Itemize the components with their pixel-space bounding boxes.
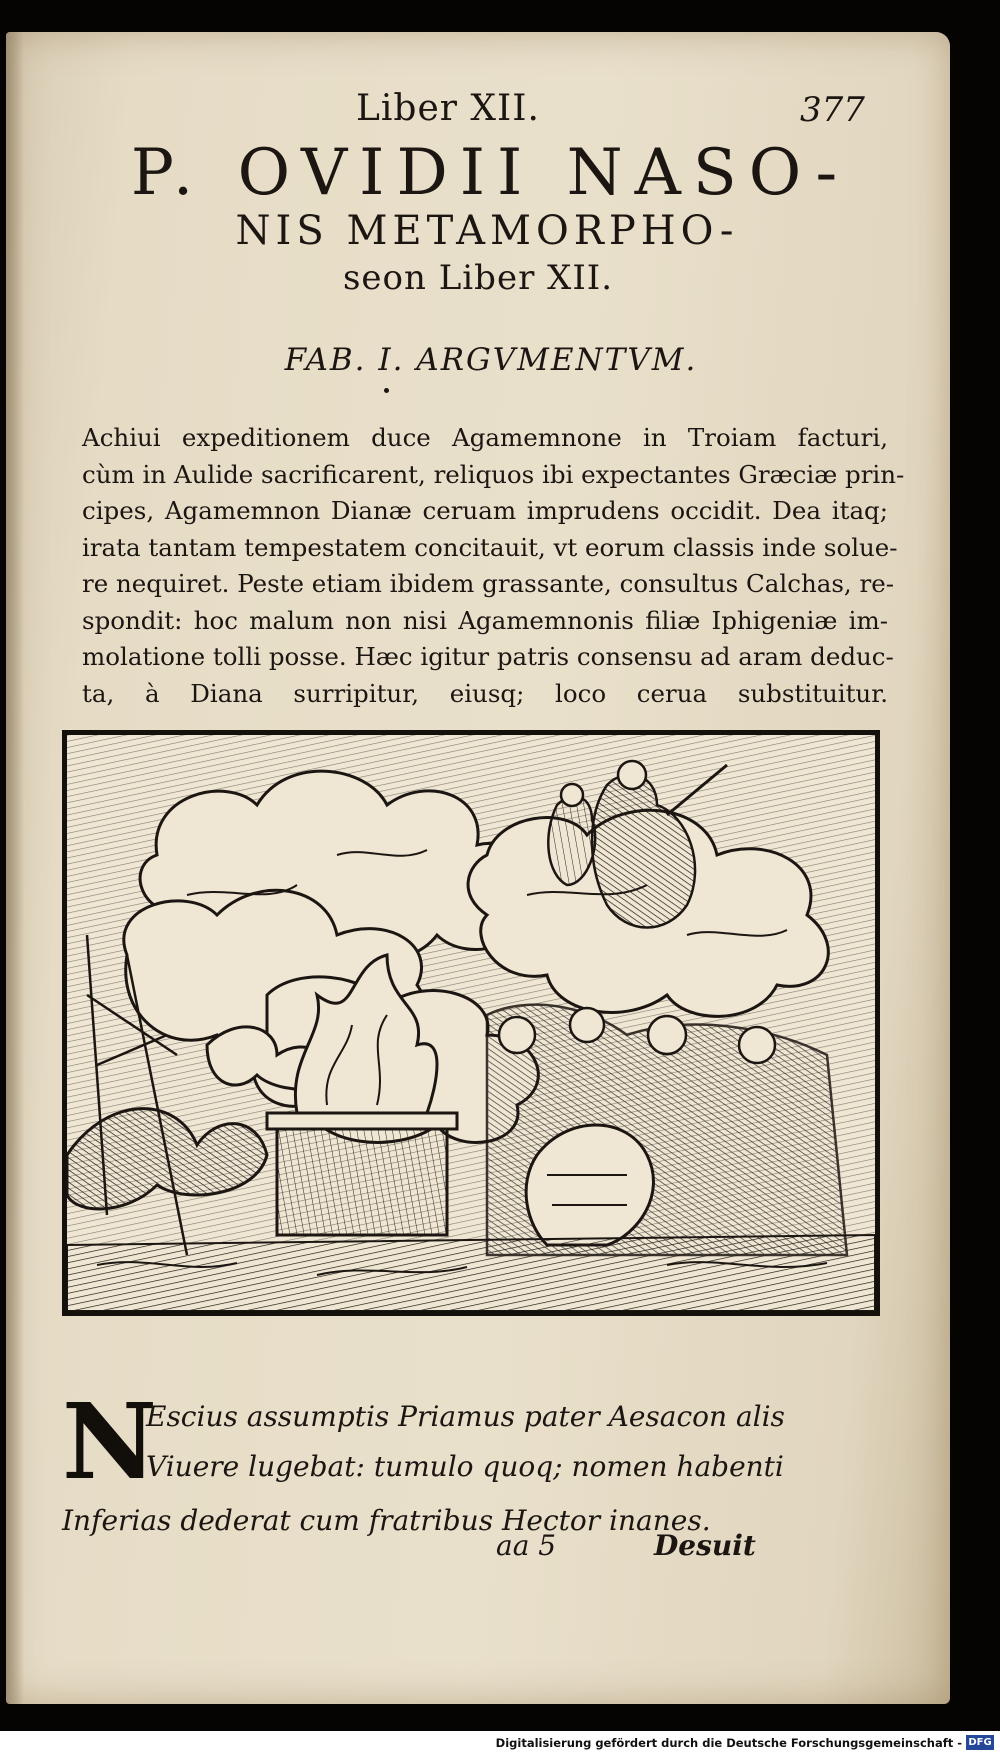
argument-line: irata tantam tempestatem concitauit, vt eorum classis inde solue- xyxy=(82,532,898,562)
verse-line: Escius assumptis Priamus pater Aesacon alis xyxy=(146,1400,785,1433)
argument-line: cùm in Aulide sacrificarent, reliquos ibi expectantes Græciæ prin- xyxy=(82,459,905,489)
title-line-2: NIS METAMORPHO- xyxy=(235,208,739,254)
woodcut-illustration xyxy=(62,730,880,1316)
argument-line: molatione tolli posse. Hæc igitur patris consensu ad aram deduc- xyxy=(82,642,894,671)
catchword: Desuit xyxy=(654,1529,756,1562)
book-page xyxy=(6,32,950,1704)
signature-mark: aa 5 xyxy=(496,1529,557,1562)
argument-line: cipes, Agamemnon Dianæ ceruam imprudens occidit. Dea itaq; xyxy=(82,496,888,525)
title-line-3: seon Liber XII. xyxy=(342,258,614,298)
dfg-logo-icon: DFG xyxy=(966,1735,994,1750)
woodcut-image xyxy=(67,735,875,1311)
footer-credit: Digitalisierung gefördert durch die Deutsche Forschungsgemeinschaft - xyxy=(495,1736,962,1750)
argument-paragraph xyxy=(82,420,905,712)
ornament-dot xyxy=(384,388,389,393)
drop-cap: N xyxy=(62,1380,158,1503)
page-number: 377 xyxy=(800,90,865,130)
running-head: Liber XII. xyxy=(356,88,540,129)
argument-line: spondit: hoc malum non nisi Agamemnonis filiæ Iphigeniæ im- xyxy=(82,605,888,635)
verse-line: Viuere lugebat: tumulo quoq; nomen habenti xyxy=(146,1450,784,1483)
footer-bar xyxy=(0,1731,1000,1753)
section-heading: FAB. I. ARGVMENTVM. xyxy=(284,342,698,378)
argument-line: Achiui expeditionem duce Agamemnone in Troiam facturi, xyxy=(82,423,888,452)
argument-line: re nequiret. Peste etiam ibidem grassante, consultus Calchas, re- xyxy=(82,569,894,598)
title-line-1: P. OVIDII NASO- xyxy=(130,136,850,210)
verse-line: Inferias dederat cum fratribus Hector inanes. xyxy=(62,1504,711,1537)
argument-line: ta, à Diana surripitur, eiusq; loco cerua substituitur. xyxy=(82,678,888,708)
